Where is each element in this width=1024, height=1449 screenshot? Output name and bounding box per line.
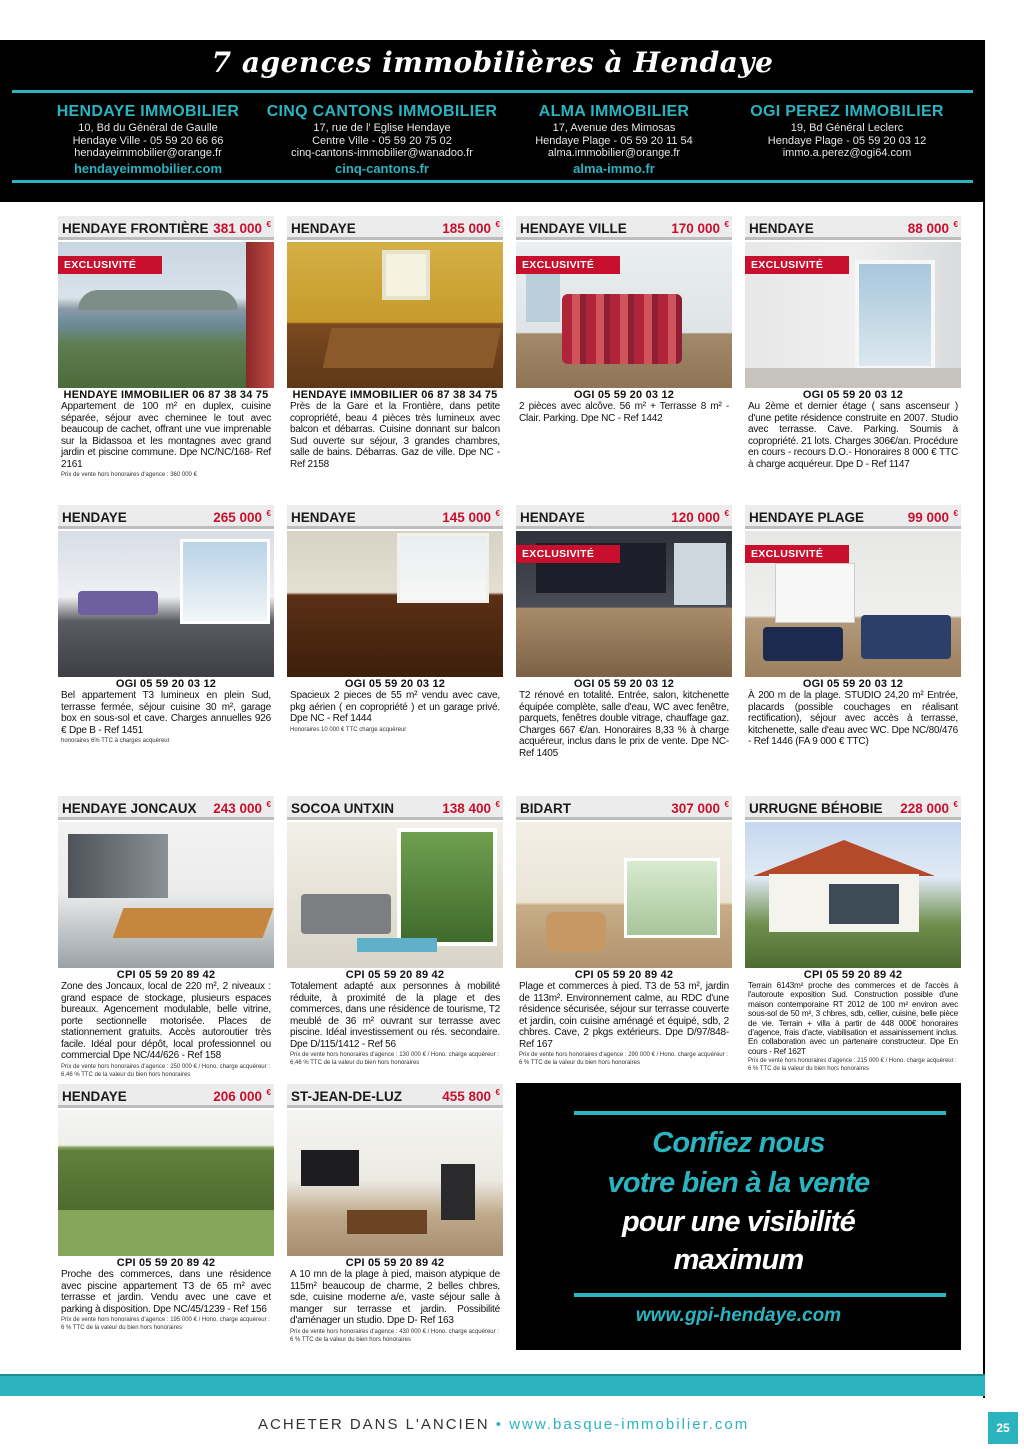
listing-contact: CPI 05 59 20 89 42 <box>345 969 445 981</box>
listing-header <box>745 505 961 529</box>
listing-location: URRUGNE BÉHOBIE <box>749 801 883 816</box>
listing-description: Appartement de 100 m² en duplex, cuisine séparée, séjour avec cheminee le tout avec beaucoup de cachet, offrant une vue imprenable sur la Bidassoa et les montagnes avec grand jardin et piscine commune. Dpe NC/NC/168- Ref 2161 <box>61 401 271 470</box>
listing-header <box>287 505 503 529</box>
listing-card[interactable] <box>745 505 961 748</box>
listing-contact: OGI 05 59 20 03 12 <box>573 678 675 690</box>
agency-name: CINQ CANTONS IMMOBILIER <box>266 103 498 120</box>
listing-fee-note: Prix de vente hors honoraires d'agence : 430 000 € / Hono. charge acquéreur : 6 % TTC de la valeur du bien hors honoraires <box>290 1328 499 1343</box>
listing-description: 2 pièces avec alcôve. 56 m² + Terrasse 8 m² - Clair. Parking. Dpe NC - Ref 1442 <box>519 401 729 424</box>
euro-symbol: € <box>495 220 500 229</box>
agency-phone: Hendaye Plage - 05 59 20 11 54 <box>535 134 693 147</box>
listing-card[interactable] <box>745 796 961 1073</box>
header-divider <box>12 90 973 93</box>
listing-location: HENDAYE <box>749 221 814 236</box>
listing-description: Spacieux 2 pieces de 55 m² vendu avec cave, pkg aérien ( en copropriété ) et un garage privé. Dpe NC - Ref 1444 <box>290 690 500 724</box>
listing-fee-note: Prix de vente hors honoraires d'agence : 250 000 € / Hono. charge acquéreur : 6,46 % TTC de la valeur du bien hors honoraires <box>61 1063 270 1078</box>
listing-location: HENDAYE JONCAUX <box>62 801 197 816</box>
agency-email[interactable]: hendayeimmobilier@orange.fr <box>74 147 222 159</box>
agency-name: OGI PEREZ IMMOBILIER <box>750 103 944 120</box>
listing-price: 170 000 <box>671 221 720 236</box>
listing-description: T2 rénové en totalité. Entrée, salon, kitchenette équipée complète, salle d'eau, WC avec fenêtre, parquets, fenêtres double vitrage, chauffage gaz. Charges 667 €/an. Honoraires 8,33 % à charge acquéreur, inclus dans le prix de vente. Dpe NC- Ref 1405 <box>519 690 729 759</box>
header-divider <box>12 180 973 183</box>
listing-price: 381 000 <box>213 221 262 236</box>
listing-location: HENDAYE FRONTIÈRE <box>62 221 209 236</box>
listing-fee-note: Prix de vente hors honoraires d'agence : 195 000 € / Hono. charge acquéreur : 6 % TTC de la valeur du bien hors honoraires <box>61 1317 270 1331</box>
agency-name: HENDAYE IMMOBILIER <box>56 103 240 120</box>
listing-fee-note: Honoraires 10 000 € TTC charge acquéreur <box>290 726 407 733</box>
footer-section-title: ACHETER DANS L'ANCIEN <box>258 1416 490 1433</box>
listing-price: 243 000 <box>213 801 262 816</box>
listing-photo[interactable] <box>58 822 274 968</box>
listing-card[interactable] <box>58 505 274 745</box>
listing-header <box>58 796 274 820</box>
euro-symbol: € <box>495 800 500 809</box>
listing-header <box>287 216 503 240</box>
listing-price: 99 000 <box>907 510 949 525</box>
listing-photo[interactable] <box>516 242 732 388</box>
promo-line-4: maximum <box>673 1244 804 1276</box>
euro-symbol: € <box>724 220 729 229</box>
listing-photo[interactable] <box>745 531 961 677</box>
agency-alma-immobilier <box>494 102 734 177</box>
listing-location: ST-JEAN-DE-LUZ <box>291 1089 402 1104</box>
listing-price: 138 400 <box>442 801 491 816</box>
listing-contact: HENDAYE IMMOBILIER 06 87 38 34 75 <box>63 389 269 401</box>
listing-price: 120 000 <box>671 510 720 525</box>
listing-description: Bel appartement T3 lumineux en plein Sud, terrasse fermée, séjour cuisine 30 m², garage box en sous-sol et cave. Charges annuelles 926 € Dpe B - Ref 1451 <box>61 690 271 736</box>
euro-symbol: € <box>495 509 500 518</box>
promo-line-3: pour une visibilité <box>622 1206 855 1238</box>
listing-header <box>58 216 274 240</box>
agency-cinq-cantons <box>262 102 502 177</box>
listing-description: Plage et commerces à pied. T3 de 53 m², jardin de 113m². Environnement calme, au RDC d'une résidence sécurisée, séjour sur terrasse couverte et jardin, coin cuisine aménagé et équipé, sdb, 2 chbres. Cave, 2 pkgs extérieurs. Dpe D/97/848- Ref 167 <box>519 981 729 1050</box>
agency-hendaye-immobilier <box>28 102 268 177</box>
listing-photo[interactable] <box>745 822 961 968</box>
listing-location: HENDAYE VILLE <box>520 221 627 236</box>
listing-description: Zone des Joncaux, local de 220 m², 2 niveaux : grand espace de stockage, plusieurs espaces bureaux. Agencement modulable, belle vitrine, porte sectionnelle motorisée. Places de stationnement gratuits. Accès autoroutier très facile. Idéal pour dépôt, local professionnel ou commercial Dpe NC/44/626 - Ref 158 <box>61 981 271 1061</box>
exclusive-badge: EXCLUSIVITÉ <box>58 256 162 274</box>
listing-photo[interactable] <box>516 531 732 677</box>
listing-price: 206 000 <box>213 1089 262 1104</box>
listing-photo[interactable] <box>58 1110 274 1256</box>
agency-website-link[interactable]: cinq-cantons.fr <box>335 160 429 176</box>
agencies-header <box>0 40 985 202</box>
listing-header <box>516 796 732 820</box>
listing-price: 307 000 <box>671 801 720 816</box>
listing-contact: OGI 05 59 20 03 12 <box>344 678 446 690</box>
footer-band <box>0 1374 985 1396</box>
agency-address: 19, Bd Général Leclerc <box>790 122 904 134</box>
page-number: 25 <box>988 1412 1018 1444</box>
listing-contact: OGI 05 59 20 03 12 <box>802 678 904 690</box>
listing-location: BIDART <box>520 801 571 816</box>
promo-banner[interactable] <box>516 1083 961 1350</box>
listing-contact: HENDAYE IMMOBILIER 06 87 38 34 75 <box>292 389 498 401</box>
agency-ogi-perez <box>727 102 967 160</box>
exclusive-badge: EXCLUSIVITÉ <box>516 545 620 563</box>
listing-price: 265 000 <box>213 510 262 525</box>
listing-description: À 200 m de la plage. STUDIO 24,20 m² Entrée, placards (possible couchages en réalisant rectification), séjour avec accès à terrasse, kitchenette, salle d'eau avec WC. Dpe NC/80/476 - Ref 1446 (FA 9 000 € TTC) <box>748 690 958 747</box>
listing-photo[interactable] <box>287 242 503 388</box>
page-title: 7 agences immobilières à Hendaye <box>211 46 774 79</box>
listing-description: Totalement adapté aux personnes à mobilité réduite, à proximité de la plage et des commerces, dans une résidence de tourisme, T2 meublé de 36 m² ouvrant sur terrasse avec piscine. Idéal investissement ou rés. secondaire. Dpe D/115/1412 - Ref 56 <box>290 981 500 1050</box>
listing-card[interactable] <box>287 505 503 734</box>
listing-card[interactable] <box>516 796 732 1067</box>
listing-photo[interactable] <box>58 531 274 677</box>
listing-location: HENDAYE <box>520 510 585 525</box>
promo-divider <box>574 1293 946 1297</box>
listing-card[interactable] <box>58 796 274 1079</box>
agency-phone: Hendaye Plage - 05 59 20 03 12 <box>767 134 927 147</box>
listing-card[interactable] <box>287 216 503 470</box>
listing-fee-note: Prix de vente hors honoraires d'agence : 130 000 € / Hono. charge acquéreur : 6,46 % TTC de la valeur du bien hors honoraires <box>290 1052 499 1066</box>
euro-symbol: € <box>266 800 271 809</box>
listing-contact: CPI 05 59 20 89 42 <box>803 969 903 981</box>
listing-header <box>516 216 732 240</box>
agency-email[interactable]: alma.immobilier@orange.fr <box>547 147 681 159</box>
listing-contact: OGI 05 59 20 03 12 <box>802 389 904 401</box>
listing-contact: CPI 05 59 20 89 42 <box>116 969 216 981</box>
listing-description: Près de la Gare et la Frontière, dans petite copropriété, beau 4 pièces très lumineux avec balcon et débarras. Cuisine donnant sur balcon Sud ouverte sur séjour, 3 grandes chambres, salle de bains. Débarras. Gaz de ville. Dpe NC - Ref 2158 <box>290 401 500 470</box>
agency-website-link[interactable]: hendayeimmobilier.com <box>73 160 223 176</box>
listing-location: HENDAYE <box>291 221 356 236</box>
footer-tagline <box>258 1416 749 1433</box>
listing-photo[interactable] <box>58 242 274 388</box>
listing-photo[interactable] <box>287 822 503 968</box>
listing-price: 88 000 <box>907 221 949 236</box>
page-edge-rule <box>983 202 985 1398</box>
promo-website-link[interactable]: www.gpi-hendaye.com <box>635 1305 842 1326</box>
euro-symbol: € <box>953 509 958 518</box>
listing-price: 228 000 <box>900 801 949 816</box>
listing-description: A 10 mn de la plage à pied, maison atypique de 115m² beaucoup de charme, 2 belles chbres, sde, cuisine moderne a/e, vaste séjour salle à manger sur terrasse et jardin. Possibilité d'aménager un studio. Dpe D- Ref 163 <box>290 1269 500 1326</box>
listing-photo[interactable] <box>287 1110 503 1256</box>
listing-header <box>58 505 274 529</box>
listing-contact: OGI 05 59 20 03 12 <box>115 678 217 690</box>
euro-symbol: € <box>953 220 958 229</box>
listing-contact: CPI 05 59 20 89 42 <box>116 1257 216 1269</box>
listing-card[interactable] <box>745 216 961 470</box>
agency-address: 17, Avenue des Mimosas <box>552 122 676 134</box>
listing-card[interactable] <box>287 796 503 1067</box>
listing-photo[interactable] <box>287 531 503 677</box>
euro-symbol: € <box>724 509 729 518</box>
listing-card[interactable] <box>287 1084 503 1344</box>
euro-symbol: € <box>266 220 271 229</box>
listing-card[interactable] <box>516 216 732 424</box>
agency-address: 17, rue de l' Eglise Hendaye <box>313 122 451 134</box>
listing-fee-note: Prix de vente hors honoraires d'agence : 360 000 € <box>61 472 197 478</box>
listing-location: HENDAYE <box>62 510 127 525</box>
euro-symbol: € <box>495 1088 500 1097</box>
listing-contact: CPI 05 59 20 89 42 <box>574 969 674 981</box>
agency-website-link[interactable]: alma-immo.fr <box>573 160 655 176</box>
footer-separator: • <box>495 1416 504 1433</box>
agency-phone: Centre Ville - 05 59 20 75 02 <box>312 134 452 147</box>
promo-line-1: Confiez nous <box>652 1127 825 1159</box>
listing-card[interactable] <box>516 505 732 759</box>
listing-description: Au 2ème et dernier étage ( sans ascenseur ) d'une petite résidence construite en 2007. Studio avec terrasse. Cave. Parking. Soumis à copropriété. 21 lots. Charges 306€/an. Procédure en cours - recours D.O.- Honoraires 8 000 € TTC à charge acquéreur. Dpe D - Ref 1147 <box>748 401 958 470</box>
listing-header <box>287 796 503 820</box>
euro-symbol: € <box>953 800 958 809</box>
listing-description: Proche des commerces, dans une résidence avec piscine appartement T3 de 65 m² avec terrasse et jardin. Vendu avec une cave et parking à disposition. Dpe NC/45/1239 - Ref 156 <box>61 1269 271 1315</box>
listing-location: HENDAYE <box>62 1089 127 1104</box>
listing-price: 185 000 <box>442 221 491 236</box>
listing-contact: CPI 05 59 20 89 42 <box>345 1257 445 1269</box>
agency-email[interactable]: immo.a.perez@ogi64.com <box>782 147 912 159</box>
listing-fee-note: honoraires 6% TTC à charges acquéreur <box>61 738 170 744</box>
listing-location: HENDAYE <box>291 510 356 525</box>
agency-email[interactable]: cinq-cantons-immobilier@wanadoo.fr <box>291 147 473 159</box>
listing-photo[interactable] <box>516 822 732 968</box>
footer-website-link[interactable]: www.basque-immobilier.com <box>509 1416 750 1433</box>
agency-phone: Hendaye Ville - 05 59 20 66 66 <box>72 134 224 147</box>
agency-name: ALMA IMMOBILIER <box>538 103 690 120</box>
listing-header <box>287 1084 503 1108</box>
listing-contact: OGI 05 59 20 03 12 <box>573 389 675 401</box>
listing-header <box>58 1084 274 1108</box>
listing-fee-note: Prix de vente hors honoraires d'agence : 290 000 € / Hono. charge acquéreur : 6 % TTC de la valeur du bien hors honoraires <box>519 1052 728 1066</box>
listing-header <box>745 216 961 240</box>
listing-fee-note: Prix de vente hors honoraires d'agence : 215 000 € / Hono. charge acquéreur : 6 % TTC de la valeur du bien hors honoraires <box>748 1058 957 1073</box>
euro-symbol: € <box>266 509 271 518</box>
listing-photo[interactable] <box>745 242 961 388</box>
listing-card[interactable] <box>58 216 274 479</box>
listing-location: HENDAYE PLAGE <box>749 510 865 525</box>
promo-divider <box>574 1111 946 1115</box>
listing-header <box>745 796 961 820</box>
listing-card[interactable] <box>58 1084 274 1332</box>
euro-symbol: € <box>724 800 729 809</box>
listing-description: Terrain 6143m² proche des commerces et de l'accès à l'autoroute exposition Sud. Construction possible d'une maison contemporaine RT 2012 de 100 m² environ avec sous-sol de 50 m², 3 chbres, sdb, cellier, cuisine, belle pièce de vie. Terrain + villa à partir de 448 000€ honoraires d'agence, frais d'acte, viabilisation et assainissement inclus. En collaboration avec un partenaire constructeur. Dpe En cours - Ref 162T <box>748 981 958 1056</box>
exclusive-badge: EXCLUSIVITÉ <box>745 545 849 563</box>
euro-symbol: € <box>266 1088 271 1097</box>
listing-price: 455 800 <box>442 1089 491 1104</box>
promo-line-2: votre bien à la vente <box>607 1167 870 1199</box>
exclusive-badge: EXCLUSIVITÉ <box>745 256 849 274</box>
exclusive-badge: EXCLUSIVITÉ <box>516 256 620 274</box>
agency-address: 10, Bd du Général de Gaulle <box>78 122 218 134</box>
listing-location: SOCOA UNTXIN <box>291 801 395 816</box>
listing-header <box>516 505 732 529</box>
listing-price: 145 000 <box>442 510 491 525</box>
